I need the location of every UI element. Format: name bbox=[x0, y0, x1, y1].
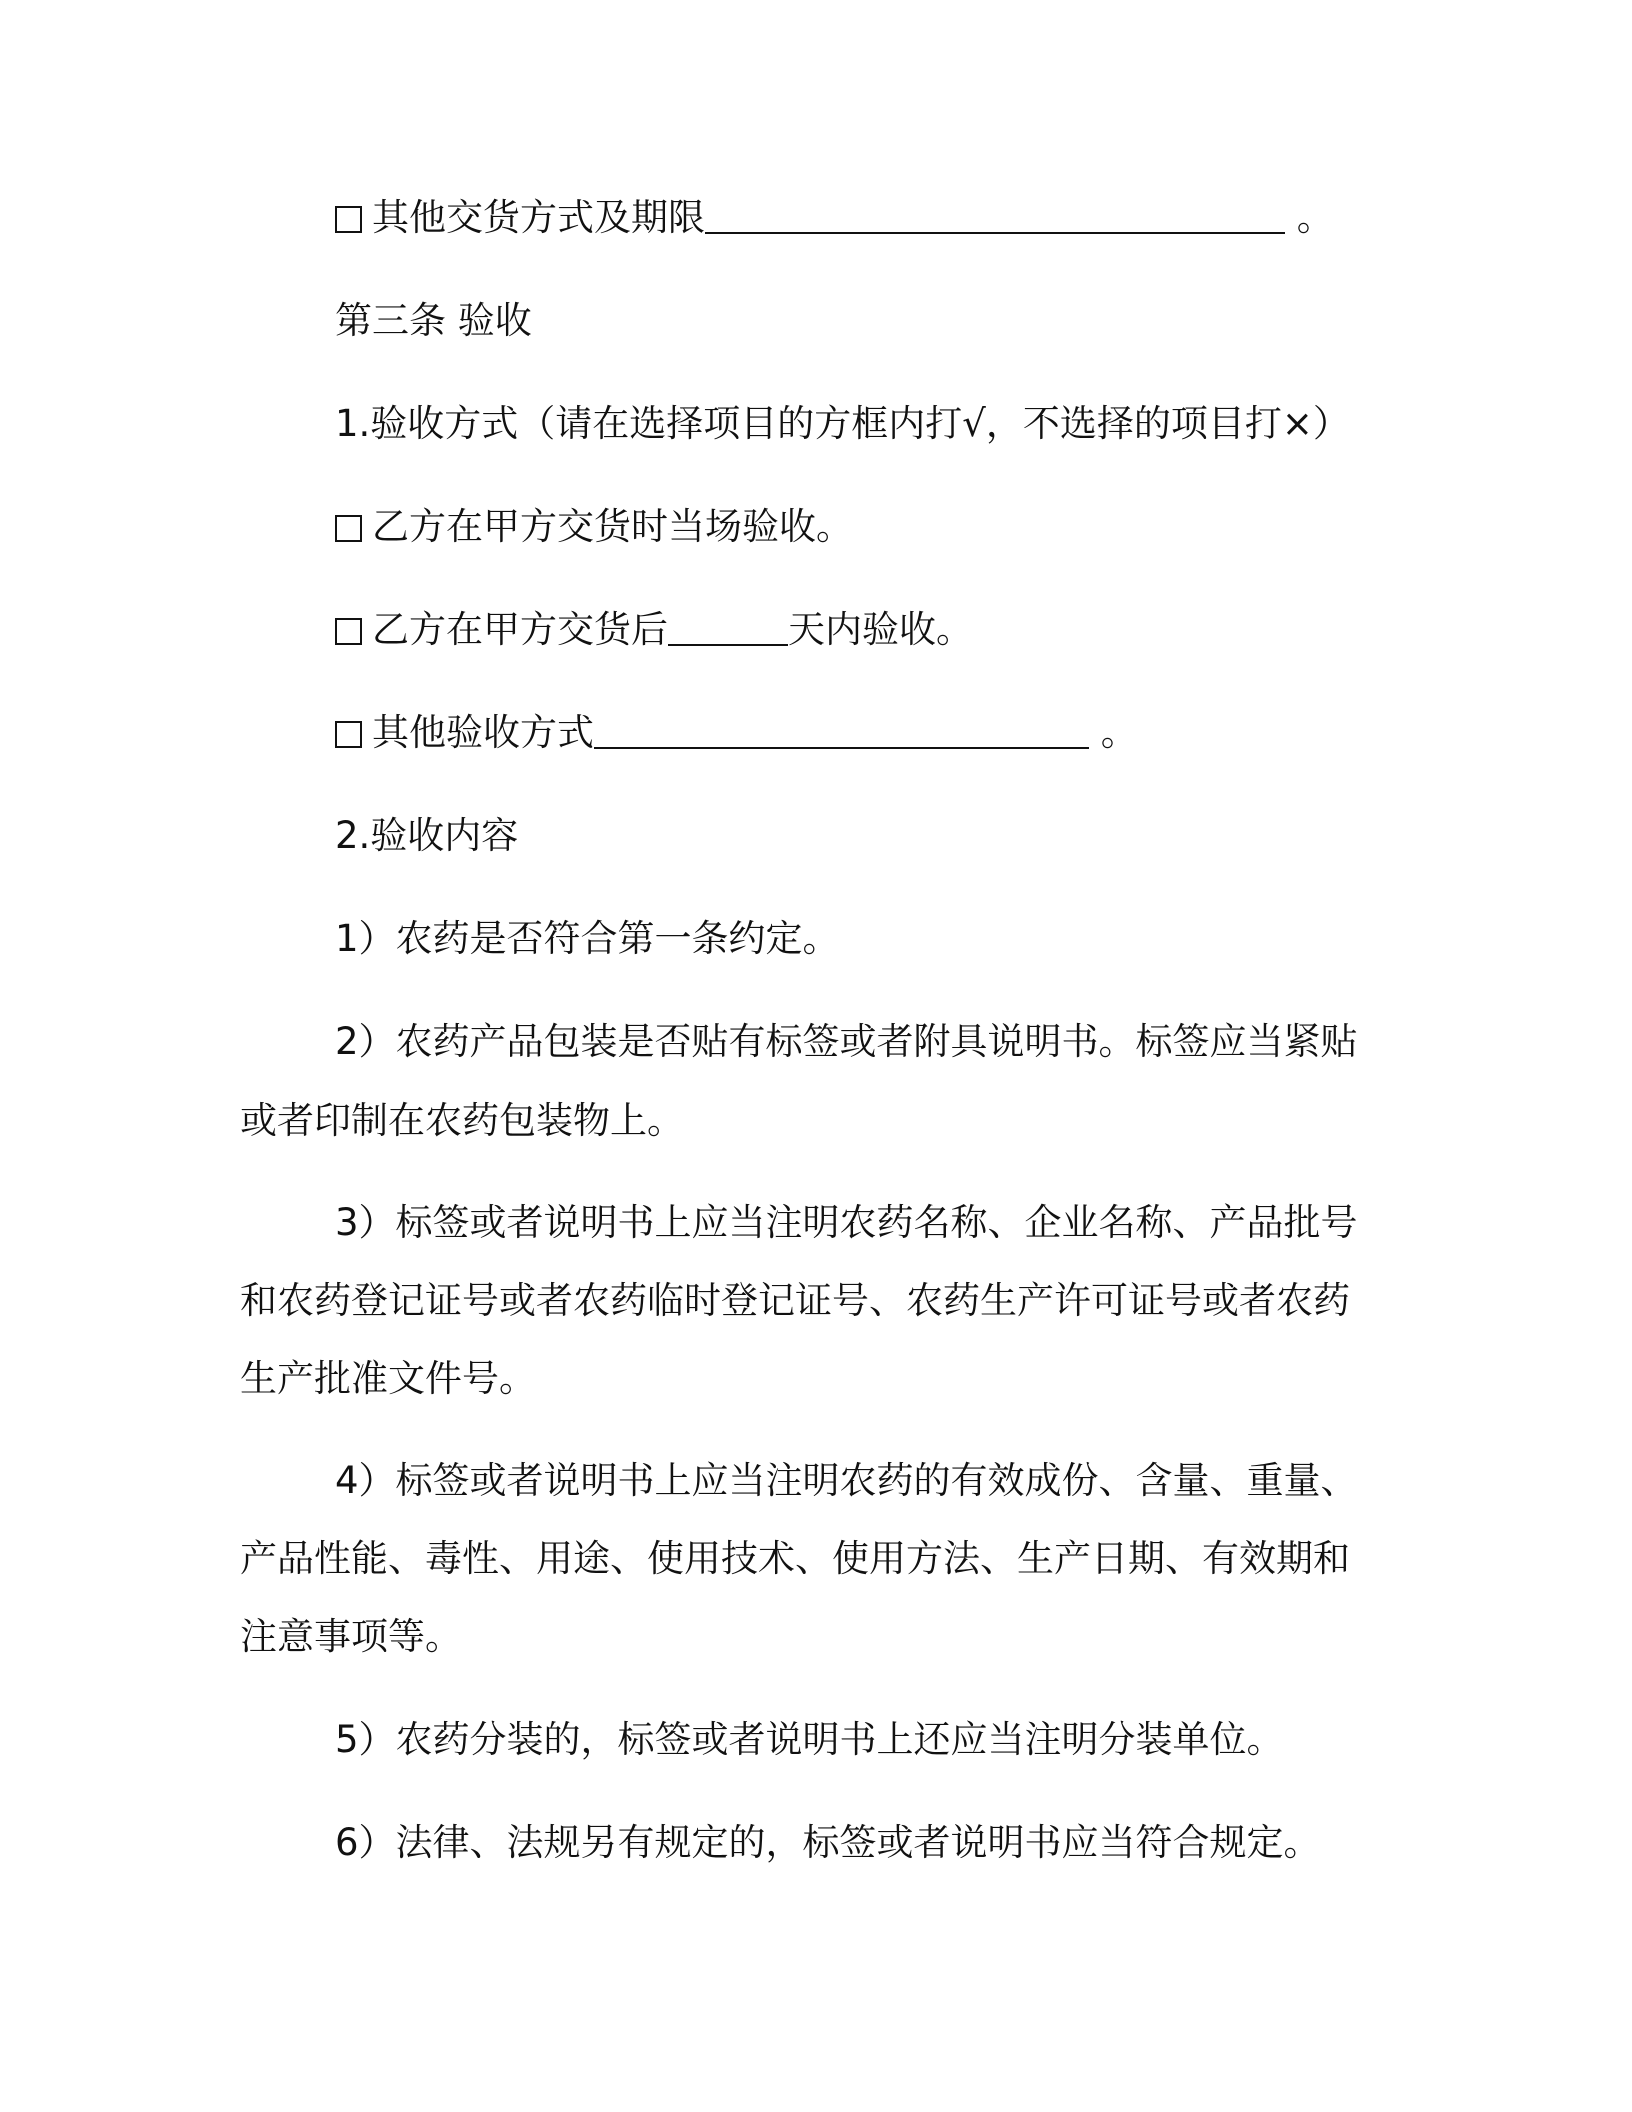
option-within-days bbox=[335, 605, 973, 655]
section-heading: 第三条 验收 bbox=[335, 299, 532, 342]
checkbox[interactable] bbox=[335, 618, 362, 645]
item-3-line-1: 3）标签或者说明书上应当注明农药名称、企业名称、产品批号 bbox=[335, 1201, 1358, 1244]
inspection-content-heading: 2.验收内容 bbox=[335, 814, 519, 857]
item-4-line-2: 产品性能、毒性、用途、使用技术、使用方法、生产日期、有效期和 bbox=[240, 1537, 1350, 1580]
option-label-suffix: 天内验收。 bbox=[788, 608, 973, 651]
option-label: 乙方在甲方交货时当场验收。 bbox=[372, 505, 853, 548]
item-3-line-2: 和农药登记证号或者农药临时登记证号、农药生产许可证号或者农药 bbox=[240, 1279, 1350, 1322]
option-on-site bbox=[335, 502, 853, 552]
checkbox[interactable] bbox=[335, 515, 362, 542]
option-label: 乙方在甲方交货后 bbox=[372, 608, 668, 651]
item-4-line-1: 4）标签或者说明书上应当注明农药的有效成份、含量、重量、 bbox=[335, 1459, 1358, 1502]
item-2-line-1: 2）农药产品包装是否贴有标签或者附具说明书。标签应当紧贴 bbox=[335, 1020, 1358, 1063]
item-2-line-2: 或者印制在农药包装物上。 bbox=[240, 1099, 684, 1142]
other-delivery-label: 其他交货方式及期限 bbox=[372, 196, 705, 239]
inspection-method-heading: 1.验收方式（请在选择项目的方框内打√，不选择的项目打×） bbox=[335, 402, 1350, 445]
item-1: 1）农药是否符合第一条约定。 bbox=[335, 917, 840, 960]
option-other bbox=[335, 708, 1138, 758]
other-delivery-line bbox=[335, 193, 1334, 243]
blank-field[interactable] bbox=[594, 711, 1089, 749]
days-blank-field[interactable] bbox=[668, 608, 788, 646]
period-mark: 。 bbox=[1100, 711, 1138, 754]
period-mark: 。 bbox=[1296, 196, 1334, 239]
checkbox[interactable] bbox=[335, 721, 362, 748]
item-6: 6）法律、法规另有规定的，标签或者说明书应当符合规定。 bbox=[335, 1821, 1321, 1864]
option-label: 其他验收方式 bbox=[372, 711, 594, 754]
item-4-line-3: 注意事项等。 bbox=[240, 1615, 462, 1658]
item-5: 5）农药分装的，标签或者说明书上还应当注明分装单位。 bbox=[335, 1718, 1284, 1761]
checkbox[interactable] bbox=[335, 206, 362, 233]
blank-field[interactable] bbox=[705, 196, 1285, 234]
item-3-line-3: 生产批准文件号。 bbox=[240, 1357, 536, 1400]
